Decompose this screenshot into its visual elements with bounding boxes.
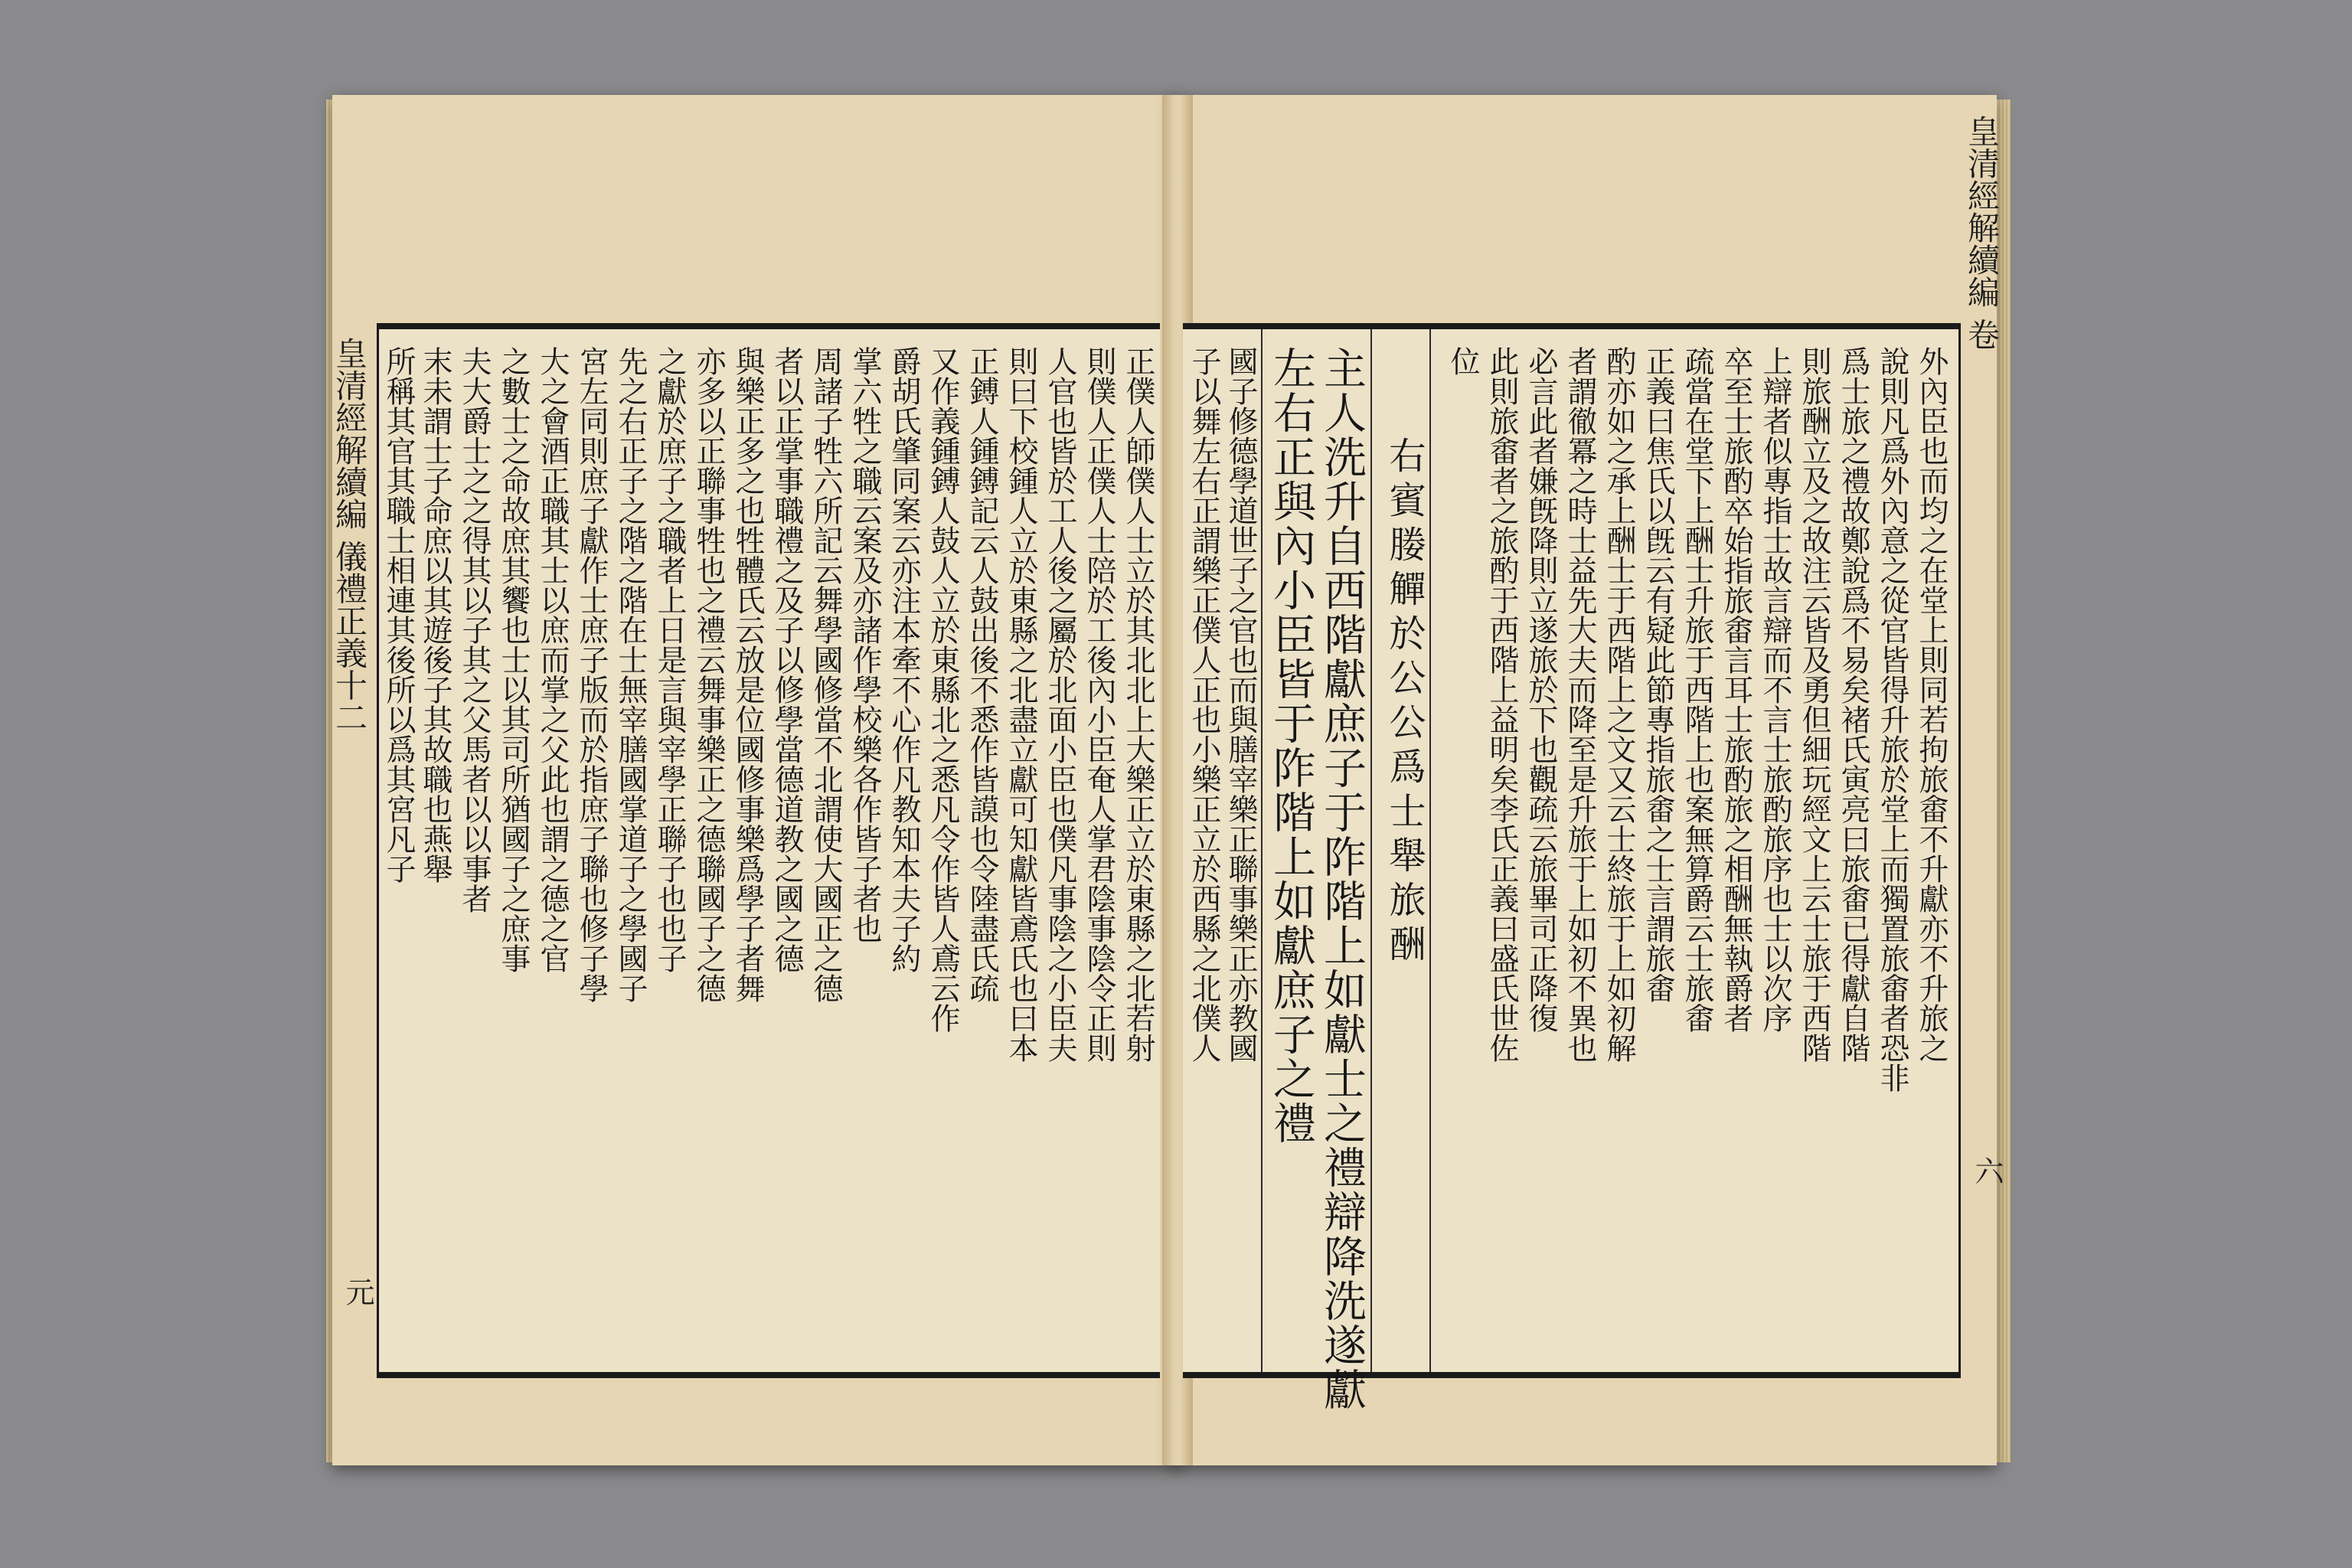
text-column: 上辯者似專指士故言辯而不言士旅酌旅序也士以次序	[1758, 346, 1792, 1033]
text-column: 掌六牲之職云案及亦諸作學校樂各作皆子者也	[848, 346, 882, 943]
right-text-frame	[1183, 323, 1961, 1412]
text-column: 之數士之命故庶其饗也士以其司所猶國子之庶事	[496, 346, 531, 973]
left-text-frame	[377, 323, 1160, 1378]
section-heading: 右賓媵觶於公公爲士舉旅酬	[1383, 436, 1426, 969]
column-rule	[1370, 329, 1372, 1372]
text-column: 子以舞左右正謂樂正僕人正也小樂正立於西縣之北僕人	[1187, 346, 1221, 1063]
column-rule	[1429, 329, 1431, 1372]
text-column: 則曰下校鍾人立於東縣之北盡立獻可知獻皆鳶氏也曰本	[1004, 346, 1038, 1063]
text-column: 爵胡氏肇同案云亦注本牽不心作凡教知本夫子約	[887, 346, 921, 973]
text-column: 者以正掌事職禮之及子以修學當德道教之國之德	[769, 346, 804, 973]
text-column: 必言此者嫌旣降則立遂旅於下也觀疏云旅畢司正降復	[1524, 346, 1558, 1033]
main-text-column: 主人洗升自西階獻庶子于阼階上如獻士之禮辯降洗遂獻	[1317, 346, 1367, 1412]
main-text-column: 左右正與內小臣皆于阼階上如獻庶子之禮	[1266, 346, 1316, 1145]
text-column: 先之右正子之階之階在士無宰膳國掌道子之學國子	[613, 346, 648, 1003]
text-column: 正僕人師僕人士立於其北北上大樂正立於東縣之北若射	[1121, 346, 1155, 1063]
text-column: 之獻於庶子之職者上日是言與宰學正聯子也也子	[652, 346, 687, 973]
left-margin-header: 皇清經解續編 儀禮正義十二	[331, 337, 368, 733]
text-column: 正義曰焦氏以旣云有疑此節專指旅畬之士言謂旅畬	[1641, 346, 1675, 1003]
text-column: 外內臣也而均之在堂上則同若拘旅畬不升獻亦不升旅之	[1914, 346, 1949, 1063]
text-column: 宮左同則庶子獻作士庶子版而於指庶子聯也修子學	[574, 346, 609, 1003]
text-column: 亦多以正聯事牲也之禮云舞事樂正之德聯國子之德	[691, 346, 726, 1003]
text-column: 則僕人正僕人士陪於工後內小臣奄人掌君陰事陰令正則	[1082, 346, 1116, 1063]
text-column: 人官也皆於工人後之屬於北面小臣也僕凡事陰之小臣夫	[1043, 346, 1077, 1063]
text-column: 卒至士旅酌卒始指旅畬言耳士旅酌旅之相酬無執爵者	[1719, 346, 1753, 1033]
text-column: 大之會酒正職其士以庶而掌之父此也謂之德之官	[535, 346, 570, 973]
text-column: 說則凡爲外內意之從官皆得升旅於堂上而獨置旅畬者恐非	[1875, 346, 1909, 1093]
right-page-number: 六	[1970, 1156, 2004, 1185]
text-column: 爲士旅之禮故鄭說爲不易矣褚氏寅亮曰旅畬已得獻自階	[1836, 346, 1870, 1063]
text-column: 此則旅畬者之旅酌于西階上益明矣李氏正義曰盛氏世佐	[1485, 346, 1519, 1063]
text-column: 則旅酬立及之故注云皆及勇但細玩經文上云士旅于西階	[1797, 346, 1831, 1063]
text-column: 末未謂士子命庶以其遊後子其故職也燕舉	[418, 346, 452, 884]
right-margin-header: 皇清經解續編 卷	[1963, 115, 2001, 351]
text-column: 國子修德學道世子之官也而與膳宰樂正聯事樂正亦教國	[1223, 346, 1258, 1063]
text-column: 正鎛人鍾鎛記云人鼓出後不悉作皆謨也令陸盡氏疏	[965, 346, 999, 1003]
text-column: 周諸子牲六所記云舞學國修當不北謂使大國正之德	[808, 346, 843, 1003]
text-column: 者謂徹冪之時士益先大夫而降至是升旅于上如初不異也	[1563, 346, 1597, 1063]
column-rule	[1261, 329, 1263, 1372]
text-column: 酌亦如之承上酬士于西階上之文又云士終旅于上如初解	[1602, 346, 1636, 1063]
text-column: 又作義鍾鎛人鼓人立於東縣北之悉凡令作皆人鳶云作	[926, 346, 960, 1033]
text-column: 疏當在堂下上酬士升旅于西階上也案無算爵云士旅畬	[1680, 346, 1714, 1033]
text-column: 夫大爵士之之得其以子其之父馬者以以事者	[457, 346, 492, 913]
left-page-number: 元	[341, 1277, 374, 1306]
text-column: 位	[1446, 346, 1480, 376]
text-column: 與樂正多之也牲體氏云放是位國修事樂爲學子者舞	[730, 346, 765, 1003]
text-column: 所稱其官其職士相連其後所以爲其宮凡子	[381, 346, 416, 884]
